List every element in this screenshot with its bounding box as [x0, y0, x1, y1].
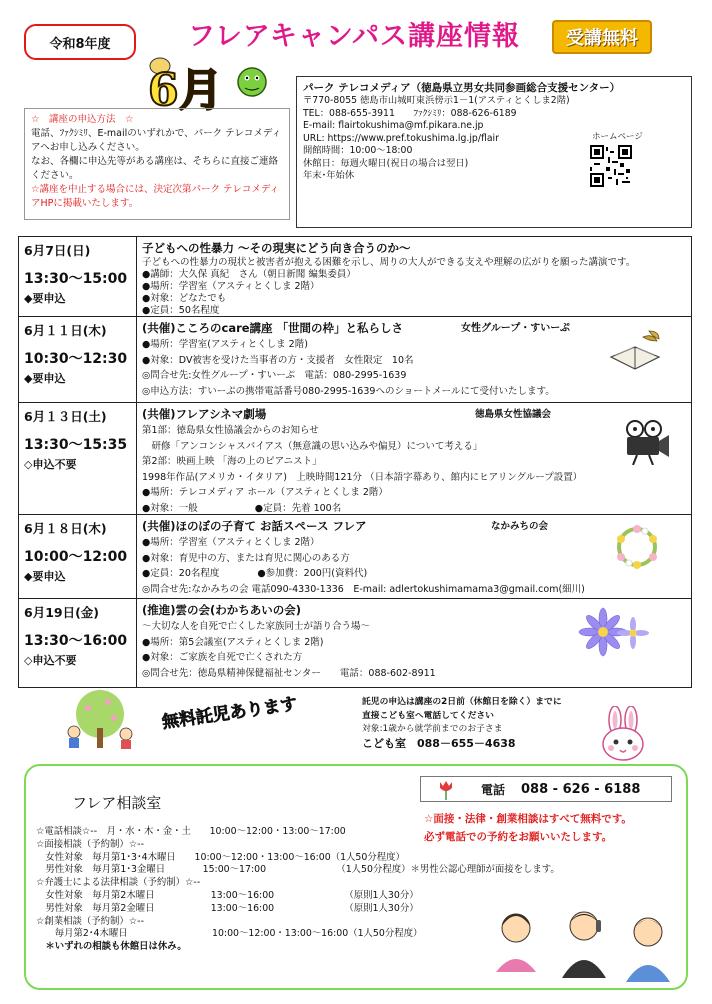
- schedule-line: ☆創業相談（予約制）☆--: [36, 915, 144, 927]
- course-body: [137, 599, 691, 687]
- course-date: 6月7日(日): [24, 243, 91, 258]
- course-body: [137, 403, 691, 514]
- contact-info-box: [296, 76, 692, 228]
- childcare-info: [362, 696, 562, 750]
- course-detail: 子どもへの性暴力の現状と被害者が抱える困難を示し、周りの大人ができる支えや理解の広がりを願った講演です。: [142, 257, 636, 268]
- course-date: 6月19日(金): [24, 605, 100, 620]
- course-detail: ●講師：大久保 真紀 さん（朝日新聞 編集委員）: [142, 269, 356, 280]
- course-row: [19, 317, 691, 403]
- free-childcare-banner: 無料託児あります: [160, 694, 299, 733]
- schedule-line: ☆電話相談☆-- 月・水・木・金・土 10:00～12:00・13:00～17:00: [36, 826, 346, 837]
- course-date-cell: [19, 403, 137, 514]
- course-title: (共催)ほのぼの子育て お話スペース フレア: [142, 519, 367, 533]
- closed-days-2: 年末･年始休: [303, 170, 355, 181]
- course-detail: ●対象：DV被害を受けた当事者の方・支援者 女性限定 10名: [142, 354, 414, 366]
- course-detail: 第1部：徳島県女性協議会からのお知らせ: [142, 425, 319, 436]
- aster-flower-icon: [573, 607, 649, 657]
- course-detail: ◎申込方法：すいーぷの携帯電話番号080-2995-1639へのショートメールにて受付いたします。: [142, 385, 555, 397]
- opening-hours: 開館時間：10:00～18:00: [303, 145, 413, 156]
- course-row: [19, 599, 691, 687]
- course-time: 13:30～15:00: [24, 271, 128, 287]
- course-date: 6月１３日(土): [24, 409, 107, 424]
- children-illustration: [58, 688, 148, 750]
- course-row: [19, 403, 691, 515]
- course-detail: ●対象：一般 ●定員：先着 100名: [142, 502, 342, 514]
- consultation-tel-box: [420, 776, 672, 802]
- course-detail: ◎問合せ先:なかみちの会 電話090-4330-1336 E-mail: adlertokushimamama3@gmail.com(細川): [142, 583, 585, 595]
- childcare-line: 対象:1歳から就学前までのお子さま: [362, 724, 503, 734]
- course-requirement: ◇申込不要: [24, 458, 77, 471]
- apply-heading: ☆ 講座の申込方法 ☆: [31, 114, 134, 125]
- rabbit-icon: [598, 706, 648, 762]
- schedule-line: 男性対象 毎月第1･3金曜日 15:00～17:00 （1人50分程度）＊男性公認心理師が面接をします。: [36, 864, 560, 876]
- course-organizer: 女性グループ・すいーぷ: [461, 323, 570, 334]
- apply-method-box: [24, 108, 290, 220]
- course-organizer: 徳島県女性協議会: [475, 409, 552, 420]
- email-link[interactable]: E-mail: flairtokushima@mf.pikara.ne.jp: [303, 120, 484, 131]
- cancel-notice: ☆講座を中止する場合には、決定次第パーク テレコメディアHPに掲載いたします。: [31, 184, 280, 209]
- course-table: [18, 236, 692, 688]
- course-date-cell: [19, 317, 137, 402]
- man-phone-icon: [562, 912, 606, 978]
- course-requirement: ◇申込不要: [24, 654, 77, 667]
- course-detail: ●場所：第5会議室(アスティとくしま 2階): [142, 636, 324, 648]
- course-time: 13:30～15:35: [24, 437, 128, 453]
- course-row: [19, 515, 691, 599]
- month-label: 6月: [148, 65, 223, 116]
- course-body: [137, 317, 691, 402]
- course-detail: ●定員：50名程度: [142, 305, 220, 316]
- schedule-line: 男性対象 毎月第2金曜日 13:00～16:00 （原則1人30分）: [36, 902, 419, 914]
- course-date-cell: [19, 515, 137, 598]
- apply-text-1: 電話、ﾌｧｸｼﾐﾘ、E-mailのいずれかで、パーク テレコメディアへお申し込みください。: [31, 128, 282, 153]
- schedule-line: ☆弁護士による法律相談（予約制）☆--: [36, 877, 201, 889]
- tel-fax: TEL：088-655-3911 ﾌｧｸｼﾐﾘ：088-626-6189: [303, 107, 517, 119]
- course-detail: ●対象：育児中の方、または育児に関心のある方: [142, 552, 350, 564]
- course-detail: ●対象：ご家族を自死で亡くされた方: [142, 652, 303, 663]
- course-detail: 第2部：映画上映 「海の上のピアニスト」: [142, 456, 322, 467]
- course-title: (共催)フレアシネマ劇場: [142, 407, 267, 421]
- consultation-schedule: [36, 826, 560, 954]
- schedule-line: 女性対象 毎月第1･3･4木曜日 10:00～12:00・13:00～16:00（1人50分程度）: [36, 851, 405, 863]
- woman-icon: [496, 914, 536, 972]
- year-badge: [24, 24, 136, 60]
- course-detail: ●場所：学習室（アスティとくしま 2階）: [142, 281, 320, 292]
- course-detail: ●場所：テレコメディア ホール（アスティとくしま 2階）: [142, 487, 388, 498]
- course-detail: ●対象：どなたでも: [142, 293, 227, 304]
- course-requirement: ◆要申込: [24, 372, 66, 385]
- org-name: パーク テレコメディア（徳島県立男女共同参画総合支援センター）: [303, 82, 621, 94]
- course-requirement: ◆要申込: [24, 570, 66, 583]
- apply-text-2: なお、各欄に申込先等がある講座は、そちらに直接ご連絡ください。: [31, 156, 279, 181]
- course-row: [19, 237, 691, 317]
- course-body: [137, 515, 691, 598]
- course-body: [137, 237, 691, 316]
- tel-label: 電話: [481, 782, 506, 797]
- address: 〒770-8055 徳島市山城町東浜傍示1－1(アスティとくしま2階): [303, 95, 570, 106]
- homepage-label: ホームページ: [592, 132, 643, 142]
- course-detail: ●場所：学習室(アスティとくしま 2階): [142, 339, 308, 350]
- course-date-cell: [19, 599, 137, 687]
- url-link[interactable]: URL: https://www.pref.tokushima.lg.jp/flair: [303, 132, 499, 144]
- course-title: (推進)雲の会(わかちあいの会): [142, 603, 302, 617]
- course-title: 子どもへの性暴力 ～その現実にどう向き合うのか～: [142, 241, 411, 255]
- man-icon: [626, 918, 670, 982]
- course-title: (共催)こころのcare講座 「世間の枠」と私らしさ: [142, 321, 404, 335]
- childcare-tel: こども室 088－655－4638: [362, 736, 516, 750]
- free-note-line: 必ず電話での予約をお願いいたします。: [424, 831, 613, 843]
- course-detail: 研修「アンコンシャスバイアス（無意識の思い込みや偏見）について考える」: [142, 440, 483, 452]
- childcare-line: 直接こども室へ電話してください: [362, 710, 494, 721]
- course-time: 10:00～12:00: [24, 549, 128, 565]
- flower-wreath-icon: [611, 521, 663, 573]
- schedule-line: 女性対象 毎月第2木曜日 13:00～16:00 （原則1人30分）: [36, 889, 419, 901]
- course-detail: ●定員：20名程度 ●参加費：200円(資料代): [142, 568, 368, 579]
- schedule-note: ＊いずれの相談も休館日は休み。: [36, 941, 187, 953]
- free-badge: [552, 20, 652, 54]
- course-requirement: ◆要申込: [24, 292, 66, 305]
- consultation-title: フレア相談室: [72, 794, 162, 812]
- course-time: 10:30～12:30: [24, 351, 128, 367]
- course-date-cell: [19, 237, 137, 316]
- qr-code-icon[interactable]: [590, 145, 632, 187]
- course-detail: ●場所：学習室（アスティとくしま 2階）: [142, 537, 320, 548]
- tulip-icon: [437, 780, 455, 800]
- closed-days: 休館日：毎週火曜日(祝日の場合は翌日): [303, 157, 469, 169]
- childcare-line: 託児の申込は講座の2日前（休館日を除く）までに: [362, 697, 562, 707]
- course-detail: ◎問合せ先:女性グループ・すいーぷ 電話：080-2995-1639: [142, 370, 407, 381]
- free-note-line: ☆面接・法律・創業相談はすべて無料です。: [424, 813, 632, 825]
- schedule-line: ☆面接相談（予約制）☆--: [36, 838, 144, 850]
- consultation-tel: 088 - 626 - 6188: [521, 781, 641, 797]
- film-camera-icon: [621, 419, 671, 465]
- course-detail: 1998年作品(アメリカ・イタリア) 上映時間121分 （日本語字幕あり、館内にヒアリングループ設置）: [142, 471, 583, 483]
- schedule-line: 毎月第2･4木曜日 10:00～12:00・13:00～16:00（1人50分程度）: [36, 928, 423, 940]
- course-detail: ～大切な人を自死で亡くした家族同士が語り合う場～: [142, 621, 371, 632]
- free-badge-label: 受講無料: [566, 28, 638, 49]
- page-title: フレアキャンパス講座情報: [188, 21, 520, 52]
- year-label: 令和8年度: [49, 36, 111, 52]
- course-date: 6月１１日(木): [24, 323, 107, 338]
- frog-icon: [238, 68, 266, 96]
- course-detail: ◎問合せ先：徳島県精神保健福祉センター 電話：088-602-8911: [142, 667, 436, 679]
- course-date: 6月１８日(木): [24, 521, 107, 536]
- book-icon: [607, 327, 663, 375]
- course-organizer: なかみちの会: [491, 521, 549, 532]
- course-time: 13:30～16:00: [24, 633, 128, 649]
- consultants-illustration: [488, 902, 684, 986]
